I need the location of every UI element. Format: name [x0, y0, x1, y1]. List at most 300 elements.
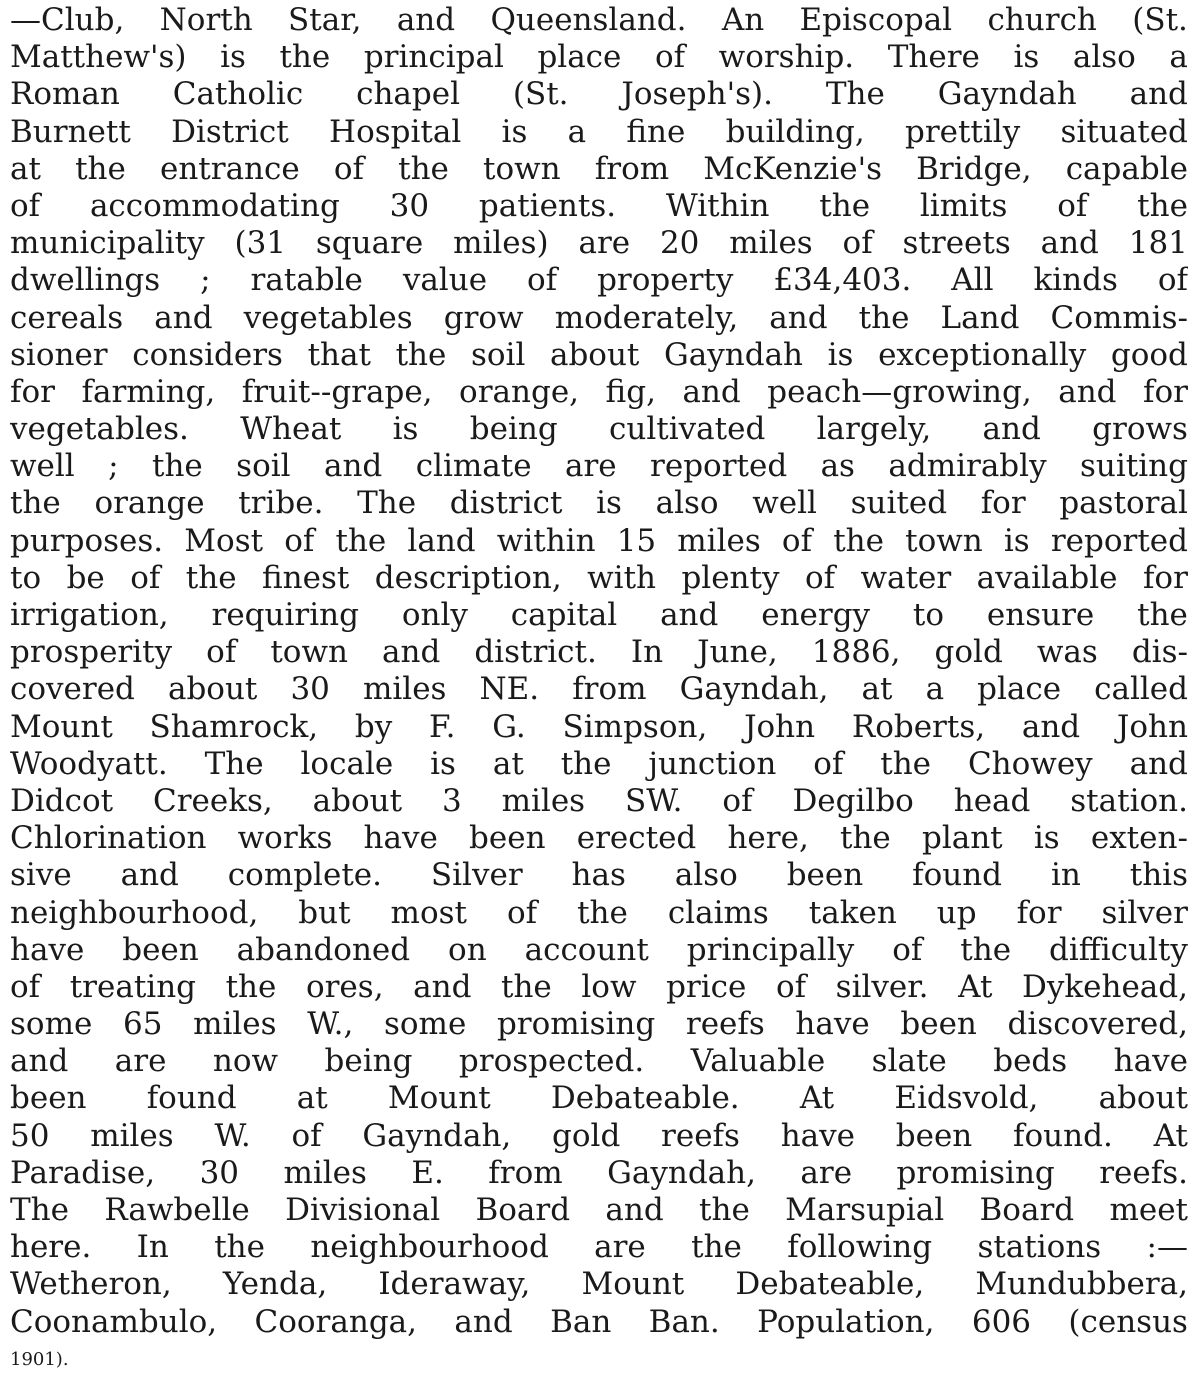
word: reefs [661, 1117, 740, 1154]
word: miles [193, 1006, 277, 1043]
text-line [10, 1266, 1188, 1303]
word: as [820, 448, 855, 485]
word: been [895, 1117, 973, 1154]
word: 20 [659, 225, 700, 262]
word: the [858, 299, 910, 336]
word: streets [902, 225, 1011, 262]
word: In [136, 1229, 169, 1266]
text-line [10, 1304, 1188, 1341]
word: Gayndah, [679, 671, 829, 708]
text-line [10, 2, 1188, 39]
text-line [10, 671, 1188, 708]
word: Mundubbera, [975, 1266, 1188, 1303]
word: McKenzie's [703, 150, 883, 187]
word: by [354, 708, 393, 745]
word: 3 [441, 782, 462, 819]
word: The [204, 745, 264, 782]
word: the [395, 336, 447, 373]
word: of [10, 968, 41, 1005]
text-line [10, 374, 1188, 411]
word: from [488, 1154, 563, 1191]
word: exceptionally [878, 336, 1087, 373]
word: the [225, 968, 277, 1005]
word: for [980, 485, 1026, 522]
word: from [572, 671, 647, 708]
text-line [10, 1006, 1188, 1043]
word: this [1129, 857, 1188, 894]
word: and [154, 299, 213, 336]
word: miles [729, 225, 813, 262]
word: Creeks, [153, 782, 273, 819]
word: value [402, 262, 488, 299]
word: Gayndah [664, 336, 804, 373]
text-line [10, 857, 1188, 894]
word: requiring [211, 597, 359, 633]
word: head [953, 782, 1031, 819]
word: a [567, 113, 587, 150]
word: of [506, 894, 538, 931]
word: G. [492, 708, 526, 745]
word: Debateable. [550, 1080, 740, 1117]
word: (St. [512, 76, 569, 113]
word: fig, [605, 373, 656, 410]
word: Burnett [10, 113, 131, 150]
word: District [171, 113, 289, 150]
text-line [10, 597, 1188, 634]
word: the [335, 522, 387, 559]
word: The [10, 1192, 69, 1228]
word: place [977, 671, 1062, 708]
word: The [357, 485, 417, 522]
text-line [10, 337, 1188, 374]
word: of [804, 559, 836, 596]
word: and [382, 634, 441, 671]
word: suited [850, 485, 948, 522]
word: is [1033, 820, 1060, 857]
word: about [549, 336, 640, 373]
word: Joseph's). [621, 76, 773, 113]
text-line [10, 895, 1188, 932]
word: only [401, 597, 468, 633]
word: at [492, 745, 524, 782]
text-line [10, 1118, 1188, 1155]
word: on [448, 931, 487, 968]
word: ; [200, 262, 211, 299]
word: are [578, 225, 631, 262]
word: found [912, 857, 1003, 894]
word: miles [90, 1117, 174, 1154]
word: Rawbelle [104, 1192, 250, 1228]
word: ratable [250, 262, 363, 299]
word: There [887, 39, 980, 76]
word: also [1072, 39, 1136, 76]
word: the [398, 150, 449, 187]
word: Hospital [329, 113, 462, 150]
word: moderately, [554, 299, 739, 336]
word: neighbourhood [310, 1229, 549, 1266]
word: for [1142, 559, 1188, 596]
word: Yenda, [222, 1266, 328, 1303]
word: Star, [288, 2, 362, 38]
word: of [781, 522, 813, 559]
word: slate [871, 1043, 947, 1080]
word: and [1129, 76, 1188, 113]
word: available [976, 559, 1118, 596]
word: abandoned [236, 931, 411, 968]
word: promising [896, 1154, 1055, 1191]
word: of [775, 968, 807, 1005]
word: sive [10, 857, 72, 894]
word: of [654, 39, 686, 76]
word: Gayndah, [607, 1154, 756, 1191]
word: here. [10, 1229, 92, 1266]
word: Ban. [648, 1303, 720, 1340]
word: for [1143, 373, 1188, 410]
word: is [1003, 522, 1030, 559]
word: purposes. [10, 522, 164, 559]
word: Divisional [285, 1192, 441, 1228]
word: is [1013, 39, 1040, 76]
word: of [333, 150, 364, 187]
word: with [587, 559, 657, 596]
word: treating [69, 968, 197, 1005]
text-line [10, 709, 1188, 746]
word: Mount [10, 708, 113, 745]
word: well [10, 448, 75, 485]
word: locale [300, 745, 394, 782]
word: silver [1101, 894, 1188, 931]
word: 15 [616, 522, 657, 559]
word: of [526, 262, 558, 299]
word: Roman [10, 76, 120, 113]
word: orange [94, 485, 205, 522]
word: considers [132, 336, 283, 373]
word: kinds [1033, 262, 1118, 299]
word: vegetables. [10, 411, 189, 448]
word: price [666, 968, 747, 1005]
word: Episcopal [799, 2, 953, 38]
text-line [10, 1229, 1188, 1266]
text-line: 1901). [10, 1348, 69, 1370]
word: miles [677, 522, 761, 559]
word: and [413, 968, 472, 1005]
word: finest [262, 559, 350, 596]
word: Mount [581, 1266, 685, 1303]
word: meet [1109, 1192, 1188, 1228]
word: An [721, 2, 765, 38]
word: is [501, 113, 528, 150]
word: about [312, 782, 403, 819]
word: square [315, 225, 424, 262]
word: been [469, 820, 546, 857]
word: most [390, 894, 467, 931]
word: the [1137, 597, 1188, 633]
word: dwellings [10, 262, 161, 299]
word: grows [1092, 411, 1188, 448]
word: and [982, 411, 1041, 448]
word: Queensland. [490, 2, 687, 38]
word: of [10, 187, 41, 224]
word: of [206, 634, 237, 671]
word: building, [725, 113, 865, 150]
word: Debateable, [735, 1266, 925, 1303]
word: Catholic [172, 76, 304, 113]
word: difficulty [1048, 931, 1188, 968]
word: SW. [624, 782, 683, 819]
word: for [1016, 894, 1062, 931]
text-line [10, 262, 1188, 299]
word: neighbourhood, [10, 894, 259, 931]
word: At [799, 1080, 835, 1117]
word: promising [496, 1006, 656, 1043]
text-line [10, 485, 1188, 522]
word: (31 [234, 225, 287, 262]
word: the [833, 522, 884, 559]
word: a [1169, 39, 1188, 76]
word: at [861, 671, 893, 708]
word: have [1113, 1043, 1188, 1080]
text-line [10, 746, 1188, 783]
word: Gayndah, [362, 1117, 512, 1154]
word: prettily [904, 113, 1021, 150]
word: account [524, 931, 649, 968]
word: Land [940, 299, 1020, 336]
word: cultivated [609, 411, 766, 448]
word: and [454, 1303, 513, 1340]
word: farming, [81, 373, 216, 410]
word: of [1057, 187, 1088, 224]
word: miles [283, 1154, 367, 1191]
word: is [220, 39, 246, 76]
word: was [1036, 634, 1098, 671]
word: are [114, 1043, 167, 1080]
word: are [564, 448, 617, 485]
word: fine [626, 113, 686, 150]
word: claims [667, 894, 769, 931]
word: Shamrock, [149, 708, 319, 745]
word: situated [1060, 113, 1188, 150]
text-line [10, 969, 1188, 1006]
word: soil [236, 448, 291, 485]
word: town [270, 634, 348, 671]
word: works [237, 820, 333, 857]
word: energy [761, 597, 871, 633]
word: Cooranga, [254, 1303, 418, 1340]
word: some [10, 1006, 93, 1043]
word: Paradise, [10, 1154, 156, 1191]
word: Woodyatt. [10, 745, 168, 782]
word: here, [727, 820, 809, 857]
word: and [1040, 225, 1099, 262]
word: miles [362, 671, 447, 708]
text-line [10, 783, 1188, 820]
word: Wetheron, [10, 1266, 172, 1303]
word: the [819, 187, 871, 224]
word: of [130, 559, 161, 596]
word: £34,403. [773, 262, 912, 299]
word: district [449, 485, 563, 522]
word: but [298, 894, 351, 931]
word: the [151, 448, 203, 485]
word: of [1157, 262, 1188, 299]
word: At [1153, 1117, 1188, 1154]
word: Gayndah [937, 76, 1077, 113]
word: Degilbo [792, 782, 914, 819]
word: principally [686, 931, 855, 968]
word: reported [650, 448, 788, 485]
word: is [596, 485, 622, 522]
word: discovered, [1007, 1006, 1188, 1043]
word: been [900, 1006, 977, 1043]
word: North [159, 2, 253, 38]
word: Mount [387, 1080, 491, 1117]
word: about [1098, 1080, 1188, 1117]
word: a [925, 671, 945, 708]
word: been [786, 857, 864, 894]
word: All [951, 262, 994, 299]
word: at [10, 150, 41, 187]
word: fruit--grape, [241, 373, 433, 410]
text-line [10, 560, 1188, 597]
word: to [10, 559, 42, 596]
word: tribe. [238, 485, 324, 522]
word: Simpson, [562, 708, 708, 745]
word: have [780, 1117, 856, 1154]
word: covered [10, 671, 135, 708]
word: the [279, 39, 331, 76]
word: station. [1070, 782, 1188, 819]
word: taken [808, 894, 897, 931]
word: miles [501, 782, 586, 819]
word: prosperity [10, 634, 173, 671]
word: patients. [478, 187, 617, 224]
word: Coonambulo, [10, 1303, 218, 1340]
word: chapel [356, 76, 461, 113]
word: stations [977, 1229, 1102, 1266]
word: the [10, 485, 61, 522]
word: the [699, 1192, 750, 1228]
word: 1886, [811, 634, 901, 671]
word: At [958, 968, 993, 1005]
word: complete. [227, 857, 382, 894]
word: found [146, 1080, 237, 1117]
word: grow [443, 299, 524, 336]
word: soil [470, 336, 526, 373]
word: have [10, 931, 85, 968]
word: gold [934, 634, 1003, 671]
word: and [1021, 708, 1081, 745]
word: gold [552, 1117, 621, 1154]
word: description, [374, 559, 562, 596]
word: land [407, 522, 476, 559]
word: cereals [10, 299, 124, 336]
text-line [10, 76, 1188, 113]
word: Ideraway, [378, 1266, 531, 1303]
word: municipality [10, 225, 205, 262]
word: Wheat [240, 411, 342, 448]
word: and [660, 597, 719, 633]
word: within [496, 522, 596, 559]
word: June, [697, 634, 778, 671]
word: John [1116, 708, 1188, 745]
word: 30 [290, 671, 330, 708]
word: Within [665, 187, 770, 224]
word: also [674, 857, 738, 894]
word: :— [1146, 1229, 1188, 1266]
word: Eidsvold, [894, 1080, 1039, 1117]
word: and [769, 299, 828, 336]
text-line [10, 523, 1188, 560]
word: and [323, 448, 383, 485]
word: capable [1065, 150, 1188, 187]
word: reefs. [1099, 1154, 1188, 1191]
word: and [682, 373, 741, 410]
word: Most [184, 522, 264, 559]
word: Bridge, [916, 150, 1032, 187]
word: principal [363, 39, 504, 76]
word: is [392, 411, 419, 448]
word: also [655, 485, 719, 522]
word: been [122, 931, 199, 968]
word: Roberts, [851, 708, 986, 745]
word: the [75, 150, 126, 187]
word: John [744, 708, 816, 745]
word: at [296, 1080, 328, 1117]
word: and [1129, 745, 1188, 782]
word: about [167, 671, 258, 708]
word: climate [415, 448, 532, 485]
word: of [284, 522, 315, 559]
word: place [537, 39, 622, 76]
word: the [501, 968, 552, 1005]
word: ; [108, 448, 119, 485]
word: being [469, 411, 558, 448]
word: 30 [199, 1154, 240, 1191]
word: (St. [1132, 2, 1188, 38]
word: and [1058, 373, 1117, 410]
text-line [10, 932, 1188, 969]
text-line [10, 448, 1188, 485]
word: Board [475, 1192, 571, 1228]
word: up [936, 894, 977, 931]
word: following [787, 1229, 933, 1266]
word: of [722, 782, 753, 819]
word: being [324, 1043, 413, 1080]
word: Population, [757, 1303, 935, 1340]
word: capital [510, 597, 618, 633]
word: Valuable [690, 1043, 826, 1080]
word: Silver [430, 857, 523, 894]
text-line [10, 411, 1188, 448]
word: suiting [1080, 448, 1188, 485]
word: entrance [159, 150, 300, 187]
word: the [560, 745, 612, 782]
word: The [825, 76, 885, 113]
word: orange, [459, 373, 580, 410]
word: largely, [816, 411, 932, 448]
word: the [1137, 187, 1188, 224]
text-line [10, 39, 1188, 76]
word: of [291, 1117, 322, 1154]
text-line [10, 300, 1188, 337]
paragraph [10, 2, 1188, 1378]
word: Ban [550, 1303, 612, 1340]
word: pastoral [1059, 485, 1188, 522]
word: reefs [685, 1006, 765, 1043]
word: Marsupial [785, 1192, 945, 1228]
word: NE. [479, 671, 540, 708]
word: been [10, 1080, 87, 1117]
